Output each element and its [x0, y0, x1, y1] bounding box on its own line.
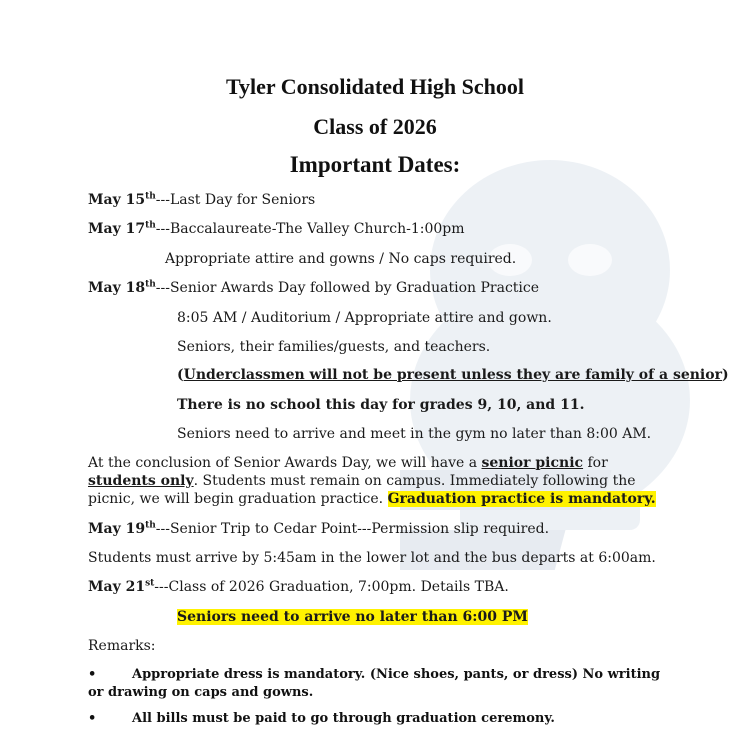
event-may21	[88, 579, 509, 596]
event-text: Baccalaureate-The Valley Church-1:00pm	[169, 221, 465, 237]
senior-picnic-text: senior picnic	[481, 455, 584, 471]
event-date: May 18	[88, 280, 146, 296]
senior-picnic-paragraph	[88, 454, 668, 508]
event-text: Senior Trip to Cedar Point---Permission slip required.	[169, 521, 550, 537]
event-text: Senior Awards Day followed by Graduation Practice	[169, 280, 540, 296]
underclassmen-notice: Underclassmen will not be present unless they are family of a senior	[183, 367, 722, 383]
event-date: May 15	[88, 192, 146, 208]
event-may18	[88, 280, 539, 297]
event-date-suffix: th	[145, 279, 156, 290]
event-separator: ---	[154, 579, 169, 595]
event-separator: ---	[155, 521, 170, 537]
event-date-suffix: th	[145, 520, 156, 531]
event-may18-detail-underclassmen	[177, 367, 729, 384]
event-may17-note: Appropriate attire and gowns / No caps required.	[165, 251, 517, 267]
event-separator: ---	[155, 221, 170, 237]
event-text: Last Day for Seniors	[169, 192, 316, 208]
arrival-time-highlight: Seniors need to arrive no later than 6:00 PM	[177, 609, 528, 625]
event-text: Class of 2026 Graduation, 7:00pm. Details TBA.	[168, 579, 509, 595]
remark-text: Appropriate dress is mandatory. (Nice shoes, pants, or dress) No writing or drawing on caps and gowns.	[88, 667, 661, 700]
remark-text: All bills must be paid to go through graduation ceremony.	[132, 711, 555, 726]
practice-mandatory-highlight: Graduation practice is mandatory.	[387, 491, 656, 507]
students-only-text: students only	[88, 473, 194, 489]
event-date-suffix: th	[145, 191, 156, 202]
para-text-2: for	[583, 455, 608, 471]
remark-item-dress	[88, 666, 678, 702]
event-may18-detail-time: 8:05 AM / Auditorium / Appropriate attire and gown.	[177, 310, 552, 326]
event-may21-note	[177, 609, 528, 626]
bullet-icon: •	[88, 711, 97, 726]
class-year-heading: Class of 2026	[313, 114, 437, 139]
event-date: May 19	[88, 521, 146, 537]
event-may15	[88, 192, 315, 209]
paren-open: (	[177, 367, 184, 383]
event-may18-detail-no-school: There is no school this day for grades 9, 10, and 11.	[177, 397, 585, 413]
paren-close: )	[721, 367, 729, 383]
remark-item-bills	[88, 710, 678, 728]
para-text-3: . Students must remain on campus. Immediately following the picnic, we will begin graduation practice.	[88, 473, 636, 507]
school-name-heading: Tyler Consolidated High School	[225, 74, 525, 99]
remarks-label: Remarks:	[88, 638, 156, 654]
event-may18-detail-attendees: Seniors, their families/guests, and teachers.	[177, 339, 491, 355]
event-may17	[88, 221, 465, 238]
event-date: May 17	[88, 221, 146, 237]
event-date-suffix: st	[145, 578, 155, 589]
event-date: May 21	[88, 579, 146, 595]
event-may19-note: Students must arrive by 5:45am in the lower lot and the bus departs at 6:00am.	[88, 550, 656, 566]
event-date-suffix: th	[145, 220, 156, 231]
para-text-1: At the conclusion of Senior Awards Day, we will have a	[88, 455, 482, 471]
event-may19	[88, 521, 549, 538]
bullet-icon: •	[88, 667, 97, 682]
important-dates-heading: Important Dates:	[289, 152, 461, 177]
event-may18-detail-arrival: Seniors need to arrive and meet in the gym no later than 8:00 AM.	[177, 426, 652, 442]
event-separator: ---	[155, 192, 170, 208]
event-separator: ---	[155, 280, 170, 296]
